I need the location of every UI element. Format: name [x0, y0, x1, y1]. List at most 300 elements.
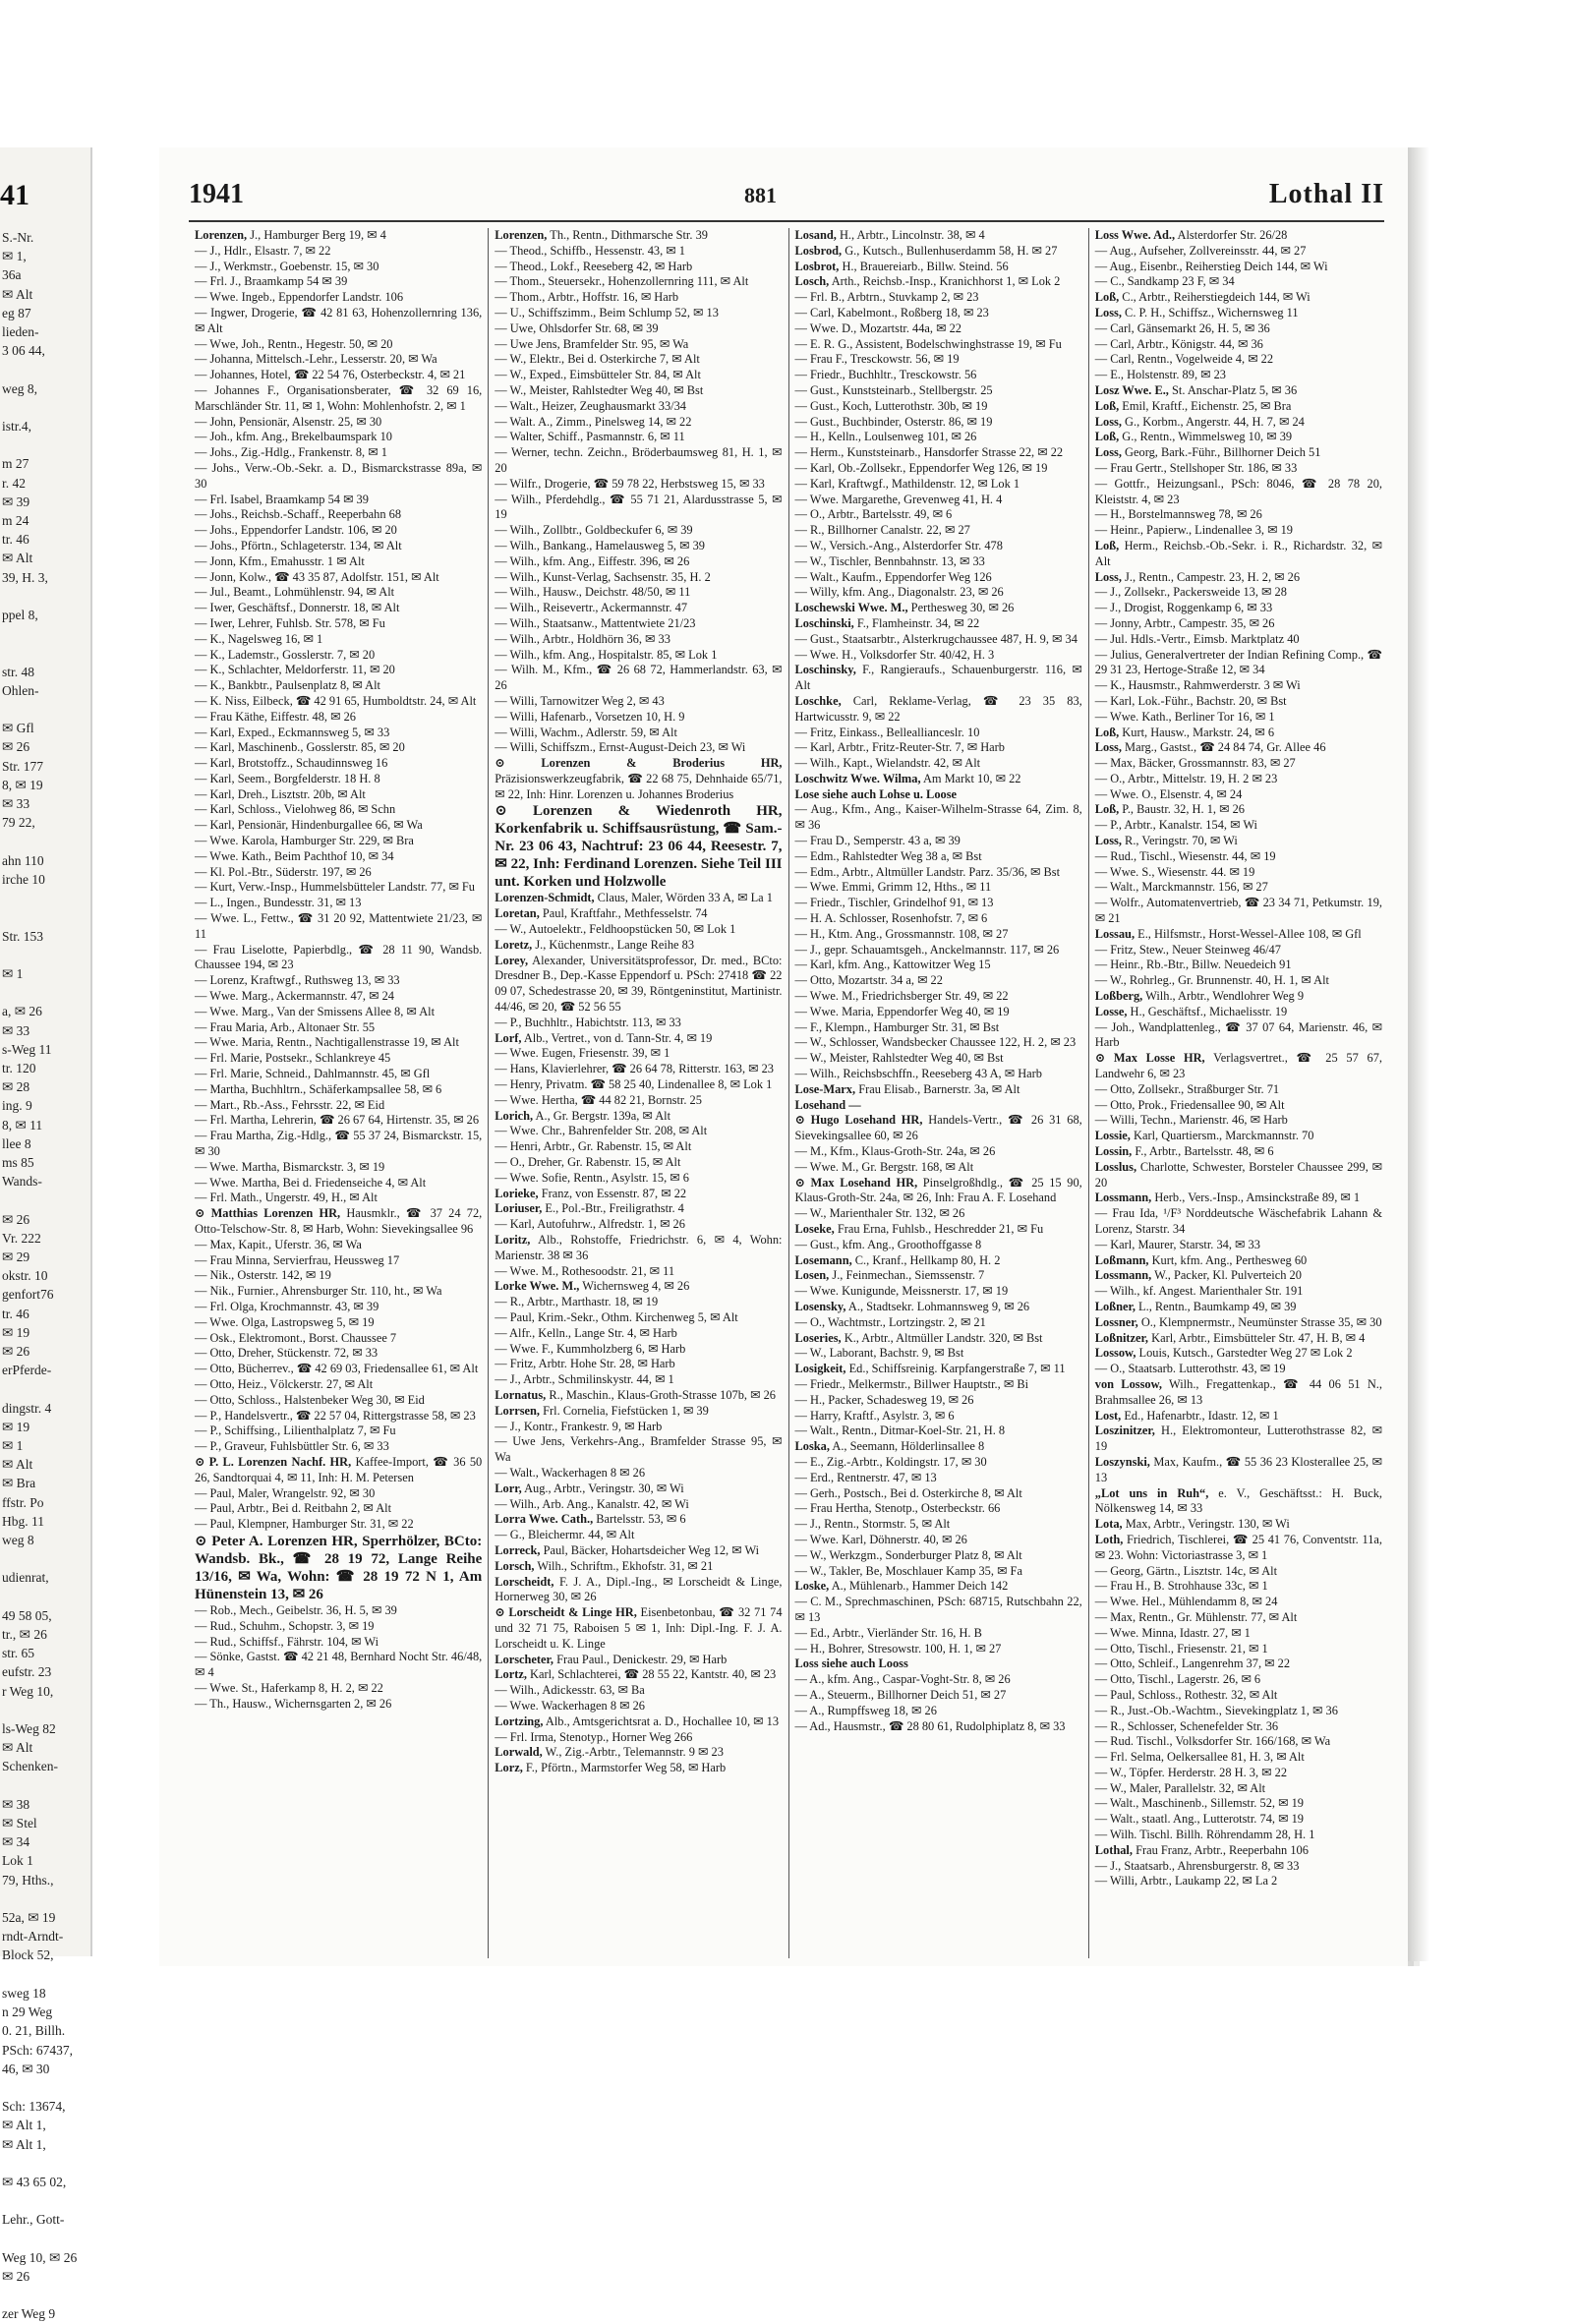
directory-entry: — Wwe. Martha, Bismarckstr. 3, ✉ 19 [195, 1159, 385, 1174]
previous-page-line: genfort76 [2, 1287, 54, 1303]
previous-page-line: dingstr. 4 [2, 1400, 52, 1416]
directory-entry: — Karl, kfm. Ang., Kattowitzer Weg 15 [794, 958, 991, 972]
directory-entry: — H., Packer, Schadesweg 19, ✉ 26 [794, 1392, 974, 1407]
previous-page-header: 41 [0, 179, 29, 211]
directory-entry: — Frau H., B. Strohhause 33c, ✉ 1 [1094, 1579, 1268, 1594]
directory-entry: — Theod., Lokf., Reeseberg 42, ✉ Harb [495, 259, 693, 273]
directory-entry: — Wilh., Kunst-Verlag, Sachsenstr. 35, H. 2 [495, 569, 711, 584]
directory-entry: — O., Arbtr., Mittelstr. 19, H. 2 ✉ 23 [1094, 771, 1278, 785]
directory-entry: Loschinski, F., Flamheinstr. 34, ✉ 22 [794, 615, 980, 630]
page-header [159, 179, 1408, 218]
directory-entry: — Johs., Eppendorfer Landstr. 106, ✉ 20 [195, 523, 397, 538]
directory-entry: Lortz, Karl, Schlachterei, ☎ 28 55 22, Kantstr. 40, ✉ 23 [495, 1667, 777, 1682]
directory-entry: Lorr, Aug., Arbtr., Veringstr. 30, ✉ Wi [495, 1481, 684, 1495]
directory-entry: Loska, A., Seemann, Hölderlinsallee 8 [794, 1439, 985, 1454]
directory-entry: — Wilh., kfm. Ang., Hospitalstr. 85, ✉ Lok 1 [495, 647, 718, 662]
directory-entry: Loßmann, Kurt, kfm. Ang., Perthesweg 60 [1094, 1252, 1308, 1267]
previous-page-line: eg 87 [2, 305, 31, 320]
directory-entry: Lose siehe auch Lohse u. Loose [794, 786, 958, 801]
previous-page-line: r Weg 10, [2, 1683, 54, 1699]
directory-entry: — Otto, Bücherrev., ☎ 42 69 03, Friedensallee 61, ✉ Alt [195, 1362, 479, 1376]
directory-entry: Loszynski, Max, Kaufm., ☎ 55 36 23 Klosterallee 25, ✉ 13 [1094, 1454, 1382, 1484]
directory-entry: — Mart., Rb.-Ass., Fehrsstr. 22, ✉ Eid [195, 1097, 385, 1112]
previous-page-line [2, 700, 88, 719]
previous-page-line: ✉ 26 [2, 739, 30, 755]
directory-entry: — Theod., Schiffb., Hessenstr. 43, ✉ 1 [495, 243, 685, 258]
directory-entry: — E., Zig.-Arbtr., Koldingstr. 17, ✉ 30 [794, 1454, 987, 1469]
directory-entry: — W., Laborant, Bachstr. 9, ✉ Bst [794, 1346, 964, 1361]
directory-entry: — Walt., Heizer, Zeughausmarkt 33/34 [495, 398, 687, 413]
directory-entry: Loss, J., Rentn., Campestr. 23, H. 2, ✉ 26 [1094, 569, 1301, 584]
previous-page-text [2, 228, 88, 2324]
directory-entry: — Karl, Maurer, Starstr. 34, ✉ 33 [1094, 1237, 1260, 1251]
previous-page-line [2, 2154, 88, 2173]
directory-entry: — Alfr., Kelln., Lange Str. 4, ✉ Harb [495, 1325, 677, 1340]
directory-entry: — A., Steuerm., Billhorner Deich 51, ✉ 27 [794, 1687, 1007, 1702]
directory-entry: — Wwe. Martha, Bei d. Friedenseiche 4, ✉ Alt [195, 1175, 427, 1190]
directory-entry: — Karl, Arbtr., Fritz-Reuter-Str. 7, ✉ Harb [794, 740, 1006, 755]
previous-page-line: 49 58 05, [2, 1607, 52, 1623]
directory-entry: — Jul., Beamt., Lohmühlenstr. 94, ✉ Alt [195, 585, 395, 600]
directory-entry: — Frl. Marie, Schneid., Dahlmannstr. 45, ✉ Gfl [195, 1067, 431, 1081]
directory-entry: — Frl. Math., Ungerstr. 49, H., ✉ Alt [195, 1191, 378, 1205]
directory-entry: — Fritz, Einkass., Belleallianceslr. 10 [794, 725, 980, 739]
directory-entry: — L., Ingen., Bundesstr. 31, ✉ 13 [195, 896, 362, 910]
previous-page-line [2, 360, 88, 378]
directory-entry: — Otto, Heiz., Völckerstr. 27, ✉ Alt [195, 1376, 374, 1391]
previous-page-line: ms 85 [2, 1154, 34, 1170]
directory-entry: — Kl. Pol.-Btr., Süderstr. 197, ✉ 26 [195, 864, 372, 879]
previous-page-line: str. 48 [2, 664, 35, 679]
directory-entry: Losemann, C., Kranf., Hellkamp 80, H. 2 [794, 1252, 1001, 1267]
directory-entry: — Walt., Maschinenb., Sillemstr. 52, ✉ 19 [1094, 1796, 1304, 1811]
previous-page-line: ✉ 38 [2, 1796, 30, 1812]
directory-entry: Lost, Ed., Hafenarbtr., Idastr. 12, ✉ 1 [1094, 1408, 1279, 1423]
previous-page-line: ✉ 33 [2, 1022, 30, 1038]
directory-entry: Lorz, F., Pförtn., Marmstorfer Weg 58, ✉ Harb [495, 1761, 727, 1775]
previous-page-line [2, 587, 88, 606]
directory-entry: Loretz, J., Küchenmstr., Lange Reihe 83 [495, 937, 695, 952]
directory-entry: — Heinr., Rb.-Btr., Billw. Neuedeich 91 [1094, 958, 1292, 972]
directory-entry: — H., Bohrer, Stresowstr. 100, H. 1, ✉ 27 [794, 1641, 1002, 1656]
column-4 [1089, 228, 1388, 1958]
directory-entry: — J., Arbtr., Schmilinskystr. 44, ✉ 1 [495, 1372, 674, 1387]
previous-page-line [2, 2286, 88, 2304]
directory-entry: — Wilh., kfm. Ang., Eiffestr. 396, ✉ 26 [495, 553, 690, 568]
directory-entry: ⊙ Hugo Losehand HR, Handels-Vertr., ☎ 26 31 68, Sievekingsallee 60, ✉ 26 [794, 1113, 1082, 1143]
directory-entry: Losbrot, H., Brauereiarb., Billw. Steind. 56 [794, 259, 1009, 273]
previous-page-line: ✉ Stel [2, 1816, 37, 1831]
previous-page-line: Schenken- [2, 1759, 58, 1774]
directory-entry: Loss, Marg., Gastst., ☎ 24 84 74, Gr. Allee 46 [1094, 740, 1326, 755]
directory-entry: — Otto, Tischl., Friesenstr. 21, ✉ 1 [1094, 1641, 1268, 1656]
previous-page-line [2, 833, 88, 851]
previous-page-line: Str. 177 [2, 758, 44, 774]
directory-entry: Loszinitzer, H., Elektromonteur, Lutterothstrasse 82, ✉ 19 [1094, 1423, 1382, 1454]
previous-page-line: lieden- [2, 324, 39, 340]
directory-entry: — Wilh., Adickesstr. 63, ✉ Ba [495, 1683, 645, 1698]
directory-entry: Lossie, Karl, Quartiersm., Marckmannstr. 70 [1094, 1129, 1314, 1143]
previous-page-line: m 27 [2, 456, 29, 472]
directory-entry: — Willi, Hafenarb., Vorsetzen 10, H. 9 [495, 709, 685, 724]
directory-entry: — Wwe. S., Wiesenstr. 44. ✉ 19 [1094, 864, 1255, 879]
previous-page-line [2, 1889, 88, 1908]
directory-entry: Lose-Marx, Frau Elisab., Barnerstr. 3a, ✉ Alt [794, 1081, 1020, 1096]
directory-entry: — Friedr., Tischler, Grindelhof 91, ✉ 13 [794, 896, 994, 910]
directory-entry: — W., Schlosser, Wandsbecker Chaussee 122, H. 2, ✉ 23 [794, 1035, 1077, 1050]
directory-entry: — Ingwer, Drogerie, ☎ 42 81 63, Hohenzollernring 136, ✉ Alt [195, 305, 483, 335]
previous-page-line: tr. 46 [2, 1306, 29, 1321]
entry-columns [189, 228, 1388, 1958]
directory-entry: — Frau Ida, ¹/F³ Norddeutsche Wäschefabrik Lahann & Lorenz, Starstr. 34 [1094, 1206, 1382, 1236]
previous-page-line [2, 398, 88, 417]
directory-entry: — P., Graveur, Fuhlsbüttler Str. 6, ✉ 33 [195, 1439, 389, 1454]
directory-entry: — Friedr., Melkermstr., Billwer Hauptstr., ✉ Bi [794, 1376, 1029, 1391]
directory-entry: — Otto, Tischl., Lagerstr. 26, ✉ 6 [1094, 1672, 1261, 1687]
directory-entry: ⊙ Max Losse HR, Verlagsvertret., ☎ 25 57 67, Landwehr 6, ✉ 23 [1094, 1051, 1382, 1081]
directory-entry: — Willy, kfm. Ang., Diagonalstr. 23, ✉ 26 [794, 585, 1004, 600]
directory-entry: — W., Tischler, Bennbahnstr. 13, ✉ 33 [794, 553, 985, 568]
directory-entry: — Johs., Pförtn., Schlageterstr. 134, ✉ Alt [195, 538, 402, 552]
directory-entry: — Karl, Pensionär, Hindenburgallee 66, ✉ Wa [195, 818, 423, 833]
directory-entry: — Johannes F., Organisationsberater, ☎ 32 69 16, Marschländer Str. 11, ✉ 1, Wohn: Mohlenhofstr. 2, ✉ 1 [195, 382, 483, 413]
directory-entry: — P., Schiffsing., Lilienthalplatz 7, ✉ Fu [195, 1423, 396, 1438]
directory-entry: — Frau Liselotte, Papierbdlg., ☎ 28 11 90, Wandsb. Chaussee 194, ✉ 23 [195, 942, 483, 972]
directory-entry: Losigkeit, Ed., Schiffsreinig. Karpfangerstraße 7, ✉ 11 [794, 1362, 1066, 1376]
directory-entry: „Lot uns in Ruh“, e. V., Geschäftsst.: H. Buck, Nölkensweg 14, ✉ 33 [1094, 1485, 1382, 1516]
directory-entry: Loritz, Alb., Rohstoffe, Friedrichstr. 6, ✉ 4, Wohn: Marienstr. 38 ✉ 36 [495, 1233, 783, 1262]
directory-entry: — Walt., Marckmannstr. 156, ✉ 27 [1094, 880, 1268, 895]
directory-entry: — Karl, Seem., Borgfelderstr. 18 H. 8 [195, 771, 380, 785]
previous-page-line: ✉ 1 [2, 965, 24, 981]
previous-page-line [2, 1588, 88, 1606]
directory-entry: — Wwe. Sofie, Rentn., Asylstr. 15, ✉ 6 [495, 1170, 689, 1185]
previous-page-line: Wands- [2, 1174, 42, 1190]
previous-page-line: r. 42 [2, 475, 27, 491]
directory-entry: — Karl, Ob.-Zollsekr., Eppendorfer Weg 126, ✉ 19 [794, 460, 1048, 475]
directory-entry: — J., Kontr., Frankestr. 9, ✉ Harb [495, 1419, 663, 1433]
directory-entry: Loss, R., Veringstr. 70, ✉ Wi [1094, 834, 1238, 848]
directory-entry: — G., Bleichermr. 44, ✉ Alt [495, 1528, 635, 1542]
directory-entry: — Walter, Schiff., Pasmannstr. 6, ✉ 11 [495, 430, 685, 444]
directory-entry: — Frau Hertha, Stenotp., Osterbeckstr. 66 [794, 1501, 1001, 1516]
directory-entry: — J., Rentn., Stormstr. 5, ✉ Alt [794, 1517, 951, 1532]
directory-entry: — O., Staatsarb. Lutterothstr. 43, ✉ 19 [1094, 1362, 1286, 1376]
directory-entry: — W., Elektr., Bei d. Osterkirche 7, ✉ Alt [495, 352, 700, 367]
directory-entry: Loschke, Carl, Reklame-Verlag, ☎ 23 35 83, Hartwicusstr. 9, ✉ 22 [794, 693, 1082, 724]
previous-page-line: 36a [2, 267, 22, 283]
directory-entry: — Ed., Arbtr., Vierländer Str. 16, H. B [794, 1625, 982, 1640]
column-1 [189, 228, 489, 1958]
directory-entry: — Georg, Gärtn., Lisztstr. 14c, ✉ Alt [1094, 1563, 1278, 1578]
directory-entry: — W., Autoelektr., Feldhoopstücken 50, ✉ Lok 1 [495, 922, 736, 937]
previous-page-line: Str. 153 [2, 928, 44, 944]
directory-entry: Loss, G., Korbm., Angerstr. 44, H. 7, ✉ 24 [1094, 414, 1305, 429]
directory-entry: Loss Wwe. Ad., Alsterdorfer Str. 26/28 [1094, 228, 1288, 242]
directory-entry: — K., Bankbtr., Paulsenplatz 8, ✉ Alt [195, 678, 380, 693]
directory-entry: — M., Kfm., Klaus-Groth-Str. 24a, ✉ 26 [794, 1144, 996, 1159]
directory-entry: Loß, Emil, Kraftf., Eichenstr. 25, ✉ Bra [1094, 398, 1292, 413]
directory-entry: Lorke Wwe. M., Wichernsweg 4, ✉ 26 [495, 1279, 690, 1294]
previous-page-line: ✉ 28 [2, 1079, 30, 1095]
directory-entry: — Wwe. Marg., Van der Smissens Allee 8, ✉ Alt [195, 1004, 436, 1018]
directory-entry: — Wwe. Karl, Döhnerstr. 40, ✉ 26 [794, 1532, 967, 1546]
directory-entry: — Th., Hausw., Wichernsgarten 2, ✉ 26 [195, 1696, 392, 1711]
directory-entry: Lorenzen-Schmidt, Claus, Maler, Wörden 33 A, ✉ La 1 [495, 891, 773, 905]
previous-page-line: Lok 1 [2, 1853, 33, 1869]
previous-page-line: Ohlen- [2, 682, 39, 698]
directory-entry: — Otto, Mozartstr. 34 a, ✉ 22 [794, 973, 943, 988]
previous-page-line: weg 8, [2, 380, 37, 396]
directory-entry: — C. M., Sprechmaschinen, PSch: 68715, Rutschbahn 22, ✉ 13 [794, 1595, 1082, 1624]
directory-entry: Lossmann, W., Packer, Kl. Pulverteich 20 [1094, 1268, 1302, 1283]
previous-page-line: zer Weg 9 [2, 2306, 56, 2322]
directory-entry: — Wwe. Marg., Ackermannstr. 47, ✉ 24 [195, 989, 394, 1004]
directory-entry: — Ad., Hausmstr., ☎ 28 80 61, Rudolphiplatz 8, ✉ 33 [794, 1718, 1066, 1733]
directory-entry: — Paul, Schloss., Rothestr. 32, ✉ Alt [1094, 1687, 1278, 1702]
directory-entry: Loß, Herm., Reichsb.-Ob.-Sekr. i. R., Richardstr. 32, ✉ Alt [1094, 538, 1382, 568]
previous-page-line [2, 983, 88, 1002]
directory-entry: Loßner, L., Rentn., Baumkamp 49, ✉ 39 [1094, 1299, 1297, 1313]
directory-entry: — Henry, Privatm. ☎ 58 25 40, Lindenallee 8, ✉ Lok 1 [495, 1077, 773, 1092]
directory-entry: — Gust., kfm. Ang., Groothoffgasse 8 [794, 1237, 982, 1251]
directory-entry: Loschinsky, F., Rangieraufs., Schauenburgerstr. 116, ✉ Alt [794, 663, 1082, 693]
directory-entry: — Karl, Brotstoffz., Schaudinnsweg 16 [195, 756, 388, 771]
directory-entry: — R., Billhorner Canalstr. 22, ✉ 27 [794, 523, 970, 538]
previous-page-line: s-Weg 11 [2, 1041, 52, 1057]
previous-page-line: ✉ Alt [2, 286, 33, 302]
directory-entry: — Wilh., Hausw., Deichstr. 48/50, ✉ 11 [495, 585, 691, 600]
previous-page-line: ✉ 29 [2, 1249, 30, 1264]
directory-entry: — Frl. Marie, Postsekr., Schlankreye 45 [195, 1051, 391, 1066]
directory-entry: Loss siehe auch Looss [794, 1656, 908, 1671]
directory-entry: — Uwe, Ohlsdorfer Str. 68, ✉ 39 [495, 320, 659, 335]
directory-entry: — Walt., Wackerhagen 8 ✉ 26 [495, 1465, 646, 1480]
previous-page-line: 39, H. 3, [2, 569, 48, 585]
previous-page-line: Hbg. 11 [2, 1513, 44, 1529]
directory-entry: — A., kfm. Ang., Caspar-Voght-Str. 8, ✉ 26 [794, 1672, 1011, 1687]
directory-entry: — Max, Kapit., Uferstr. 36, ✉ Wa [195, 1237, 362, 1251]
directory-entry: Loske, A., Mühlenarb., Hammer Deich 142 [794, 1579, 1009, 1594]
directory-entry: Lorenzen, Th., Rentn., Dithmarsche Str. 39 [495, 228, 708, 242]
directory-entry: — J., Werkmstr., Goebenstr. 15, ✉ 30 [195, 259, 379, 273]
previous-page-line: 8, ✉ 19 [2, 777, 43, 792]
directory-entry: — Frau Gertr., Stellshoper Str. 186, ✉ 33 [1094, 460, 1298, 475]
previous-page-line [2, 2078, 88, 2097]
directory-entry: — Frau Käthe, Eiffestr. 48, ✉ 26 [195, 709, 356, 724]
directory-entry: — Fritz, Arbtr. Hohe Str. 28, ✉ Harb [495, 1357, 675, 1371]
directory-entry: — Willi, Techn., Marienstr. 46, ✉ Harb [1094, 1113, 1288, 1128]
directory-entry: Lorf, Alb., Vertret., von d. Tann-Str. 4, ✉ 19 [495, 1030, 713, 1045]
directory-entry: — Willi, Arbtr., Laukamp 22, ✉ La 2 [1094, 1874, 1278, 1888]
directory-entry: — Karl, Dreh., Lisztstr. 20b, ✉ Alt [195, 786, 366, 801]
directory-entry: — Joh., Wandplattenleg., ☎ 37 07 64, Marienstr. 46, ✉ Harb [1094, 1019, 1382, 1050]
directory-entry: — Paul, Arbtr., Bei d. Reitbahn 2, ✉ Alt [195, 1501, 392, 1516]
directory-entry: — E., Holstenstr. 89, ✉ 23 [1094, 368, 1227, 382]
previous-page-line: 8, ✉ 11 [2, 1117, 43, 1133]
directory-entry: — Willi, Schiffszm., Ernst-August-Deich 23, ✉ Wi [495, 740, 746, 755]
directory-entry: Losehand — [794, 1097, 861, 1112]
previous-page-line: n 29 Weg [2, 2004, 53, 2020]
directory-entry: — Thom., Steuersekr., Hohenzollernring 111, ✉ Alt [495, 274, 749, 289]
previous-page-line [2, 907, 88, 926]
previous-page-line: 3 06 44, [2, 343, 45, 359]
directory-entry: — Walt., Kaufm., Eppendorfer Weg 126 [794, 569, 992, 584]
directory-entry: — Karl, Lok.-Führ., Bachstr. 20, ✉ Bst [1094, 693, 1287, 708]
previous-page-line: tr., ✉ 26 [2, 1627, 47, 1643]
directory-entry: — F., Klempn., Hamburger Str. 31, ✉ Bst [794, 1019, 1000, 1034]
previous-page-line [2, 1549, 88, 1568]
directory-entry: Lothal, Frau Franz, Arbtr., Reeperbahn 106 [1094, 1842, 1309, 1857]
directory-entry: Lorrsen, Frl. Cornelia, Fiefstücken 1, ✉ 39 [495, 1403, 709, 1418]
directory-entry: — Frl. J., Braamkamp 54 ✉ 39 [195, 274, 348, 289]
previous-page-line: PSch: 67437, [2, 2042, 74, 2058]
directory-entry: — Heinr., Papierw., Lindenallee 3, ✉ 19 [1094, 523, 1293, 538]
previous-page-line: Sch: 13674, [2, 2099, 66, 2115]
previous-page-line: weg 8 [2, 1533, 34, 1548]
directory-entry: — Rud., Tischl., Wiesenstr. 44, ✉ 19 [1094, 848, 1276, 863]
previous-page-line [2, 1701, 88, 1719]
directory-entry: — Joh., kfm. Ang., Brekelbaumspark 10 [195, 430, 392, 444]
directory-entry: Loretan, Paul, Kraftfahr., Methfesselstr. 74 [495, 906, 708, 921]
directory-entry: — Willi, Wachm., Adlerstr. 59, ✉ Alt [495, 725, 677, 739]
directory-entry: — Frau Martha, Zig.-Hdlg., ☎ 55 37 24, Bismarckstr. 15, ✉ 30 [195, 1129, 483, 1159]
directory-entry: — U., Schiffszimm., Beim Schlump 52, ✉ 13 [495, 305, 719, 320]
previous-page-line: sweg 18 [2, 1985, 46, 2001]
directory-entry: — Wwe. St., Haferkamp 8, H. 2, ✉ 22 [195, 1680, 383, 1695]
directory-entry: ⊙ Peter A. Lorenzen HR, Sperrhölzer, BCto: Wandsb. Bk., ☎ 28 19 72, Lange Reihe 13/16, ✉ Wa, Wohn: ☎ 28 19 72 N 1, Am Hünenstein 13, ✉ 26 [195, 1533, 483, 1602]
directory-entry: — Walt. A., Zimm., Pinelsweg 14, ✉ 22 [495, 414, 692, 429]
directory-entry: — Wwe. Olga, Lastropsweg 5, ✉ 19 [195, 1314, 375, 1329]
directory-entry: — Nik., Osterstr. 142, ✉ 19 [195, 1268, 331, 1283]
previous-page-line: ffstr. Po [2, 1494, 44, 1510]
directory-entry: — Rud., Schuhm., Schopstr. 3, ✉ 19 [195, 1618, 375, 1633]
directory-page [159, 147, 1408, 1966]
directory-entry: Loßnitzer, Karl, Arbtr., Eimsbütteler Str. 47, H. B, ✉ 4 [1094, 1330, 1366, 1345]
directory-entry: Lorieke, Franz, von Essenstr. 87, ✉ 22 [495, 1186, 687, 1200]
directory-entry: — Aug., Eisenbr., Reiherstieg Deich 144, ✉ Wi [1094, 259, 1328, 273]
directory-entry: — Wilh., Reichsbschffn., Reeseberg 43 A, ✉ Harb [794, 1067, 1042, 1081]
header-name-range: Lothal II [1268, 179, 1384, 209]
directory-entry: — Werner, techn. Zeichn., Bröderbaumsweg 81, H. 1, ✉ 20 [495, 445, 783, 475]
previous-page-line [2, 1776, 88, 1795]
directory-entry: Lossner, O., Klempnermstr., Neumünster Strasse 35, ✉ 30 [1094, 1314, 1382, 1329]
directory-entry: — Gottfr., Heizungsanl., PSch: 8046, ☎ 28 78 20, Kleiststr. 4, ✉ 23 [1094, 476, 1382, 506]
directory-entry: Lossmann, Herb., Vers.-Insp., Amsinckstraße 89, ✉ 1 [1094, 1191, 1361, 1205]
directory-entry: — J., Hdlr., Elsastr. 7, ✉ 22 [195, 243, 331, 258]
directory-entry: Losslus, Charlotte, Schwester, Borsteler Chaussee 299, ✉ 20 [1094, 1159, 1382, 1190]
previous-page-line: llee 8 [2, 1135, 31, 1151]
previous-page-line: ✉ 19 [2, 1324, 30, 1340]
directory-entry: — Wwe. Kunigunde, Meissnerstr. 17, ✉ 19 [794, 1284, 1009, 1299]
directory-entry: — Wwe. Margarethe, Grevenweg 41, H. 4 [794, 492, 1003, 506]
directory-entry: — O., Dreher, Gr. Rabenstr. 15, ✉ Alt [495, 1155, 681, 1170]
directory-entry: — W., Töpfer. Herderstr. 28 H. 3, ✉ 22 [1094, 1765, 1288, 1779]
directory-entry: Loß, G., Rentn., Wimmelsweg 10, ✉ 39 [1094, 430, 1293, 444]
directory-entry: Loschwitz Wwe. Wilma, Am Markt 10, ✉ 22 [794, 771, 1021, 785]
directory-entry: — Otto, Dreher, Stückenstr. 72, ✉ 33 [195, 1346, 379, 1361]
directory-entry: — Henri, Arbtr., Gr. Rabenstr. 15, ✉ Alt [495, 1139, 692, 1154]
directory-entry: — W., Maler, Parallelstr. 32, ✉ Alt [1094, 1780, 1266, 1795]
directory-entry: — Jonn, Kfm., Emahusstr. 1 ✉ Alt [195, 553, 365, 568]
directory-entry: Lortzing, Alb., Amtsgerichtsrat a. D., Hochallee 10, ✉ 13 [495, 1714, 780, 1728]
directory-entry: — W., Versich.-Ang., Alsterdorfer Str. 478 [794, 538, 1003, 552]
directory-entry: — W., Werkzgm., Sonderburger Platz 8, ✉ Alt [794, 1547, 1022, 1562]
directory-entry: — Wwe. Chr., Bahrenfelder Str. 208, ✉ Alt [495, 1124, 708, 1138]
previous-page-line: tr. 120 [2, 1060, 36, 1075]
directory-entry: ⊙ Lorscheidt & Linge HR, Eisenbetonbau, ☎ 32 71 74 und 32 71 75, Raboisen 5 ✉ 1, Inh: Dipl.-Ing. F. J. A. Lorscheidt u. K. Linge [495, 1605, 783, 1651]
directory-entry: — Carl, Kabelmont., Roßberg 18, ✉ 23 [794, 305, 989, 320]
directory-entry: — Johannes, Hotel, ☎ 22 54 76, Osterbeckstr. 4, ✉ 21 [195, 368, 466, 382]
previous-page-line: 79, Hths., [2, 1872, 54, 1888]
directory-entry: — Frau D., Semperstr. 43 a, ✉ 39 [794, 834, 961, 848]
previous-page-line: 0. 21, Billh. [2, 2023, 66, 2039]
directory-entry: — R., Schlosser, Schenefelder Str. 36 [1094, 1718, 1279, 1733]
directory-entry: Lorreck, Paul, Bäcker, Hohartsdeicher Weg 12, ✉ Wi [495, 1542, 760, 1557]
directory-entry: — R., Just.-Ob.-Wachtm., Sievekingplatz 1, ✉ 36 [1094, 1703, 1338, 1717]
previous-page-line: ✉ Gfl [2, 721, 34, 736]
previous-page-line: Vr. 222 [2, 1230, 41, 1246]
directory-entry: — C., Sandkamp 23 F, ✉ 34 [1094, 274, 1235, 289]
directory-entry: — H., Borstelmannsweg 78, ✉ 26 [1094, 507, 1262, 522]
previous-page-line: ✉ Alt [2, 551, 33, 566]
directory-entry: — Karl, Autofuhrw., Alfredstr. 1, ✉ 26 [495, 1217, 685, 1232]
directory-entry: — J., Drogist, Roggenkamp 6, ✉ 33 [1094, 601, 1273, 615]
directory-entry: — Wilh. M., Kfm., ☎ 26 68 72, Hammerlandstr. 63, ✉ 26 [495, 663, 783, 693]
directory-entry: Lorsch, Wilh., Schriftm., Ekhofstr. 31, ✉ 21 [495, 1558, 714, 1573]
directory-entry: — K., Nagelsweg 16, ✉ 1 [195, 631, 323, 646]
directory-entry: — W., Meister, Rahlstedter Weg 40, ✉ Bst [794, 1051, 1004, 1066]
directory-entry: — O., Wachtmstr., Lortzingstr. 2, ✉ 21 [794, 1314, 986, 1329]
directory-entry: — Gust., Kunststeinarb., Stellbergstr. 25 [794, 382, 993, 397]
directory-entry: — Frl. Olga, Krochmannstr. 43, ✉ 39 [195, 1299, 379, 1313]
previous-page-line: 79 22, [2, 815, 35, 831]
directory-entry: — Gust., Staatsarbtr., Alsterkrugchaussee 487, H. 9, ✉ 34 [794, 631, 1078, 646]
directory-entry: — Wwe. O., Elsenstr. 4, ✉ 24 [1094, 786, 1243, 801]
previous-page-line: ✉ Bra [2, 1476, 36, 1491]
directory-entry: — Paul, Maler, Wrangelstr. 92, ✉ 30 [195, 1485, 376, 1500]
directory-entry: — J., Zollsekr., Packersweide 13, ✉ 28 [1094, 585, 1287, 600]
directory-entry: Lossow, Louis, Kutsch., Garstedter Weg 27 ✉ Lok 2 [1094, 1346, 1353, 1361]
previous-page-line: ✉ Alt 1, [2, 2136, 46, 2152]
directory-entry: Lota, Max, Arbtr., Veringstr. 130, ✉ Wi [1094, 1517, 1290, 1532]
directory-entry: — Wwe. Maria, Eppendorfer Weg 40, ✉ 19 [794, 1004, 1010, 1018]
directory-entry: Loss, Georg, Bark.-Führ., Billhorner Deich 51 [1094, 445, 1321, 460]
directory-entry: — Gust., Buchbinder, Osterstr. 86, ✉ 19 [794, 414, 993, 429]
directory-entry: — Frau F., Tresckowstr. 56, ✉ 19 [794, 352, 960, 367]
directory-entry: — Wwe. Maria, Rentn., Nachtigallenstrasse 19, ✉ Alt [195, 1035, 459, 1050]
previous-page-line: ✉ 19 [2, 1419, 30, 1434]
directory-entry: — K., Lademstr., Gosslerstr. 7, ✉ 20 [195, 647, 376, 662]
previous-page-line [2, 436, 88, 454]
directory-entry: — Frl. Selma, Oelkersallee 81, H. 3, ✉ Alt [1094, 1750, 1305, 1765]
directory-entry: — Wwe. M., Gr. Bergstr. 168, ✉ Alt [794, 1159, 974, 1174]
previous-page-line: irche 10 [2, 871, 45, 887]
directory-entry: — Rud. Tischl., Volksdorfer Str. 166/168, ✉ Wa [1094, 1734, 1331, 1749]
directory-entry: — Rud., Schiffsf., Fährstr. 104, ✉ Wi [195, 1634, 379, 1649]
directory-entry: — Frl. B., Arbtrn., Stuvkamp 2, ✉ 23 [794, 290, 979, 305]
directory-entry: — Sönke, Gastst. ☎ 42 21 48, Bernhard Nocht Str. 46/48, ✉ 4 [195, 1650, 483, 1680]
directory-entry: — Carl, Gänsemarkt 26, H. 5, ✉ 36 [1094, 320, 1270, 335]
directory-entry: — Wwe. Emmi, Grimm 12, Hths., ✉ 11 [794, 880, 992, 895]
directory-entry: — Wwe. L., Fettw., ☎ 31 20 92, Mattentwiete 21/23, ✉ 11 [195, 911, 483, 941]
directory-entry: — Aug., Aufseher, Zollvereinsstr. 44, ✉ 27 [1094, 243, 1307, 258]
previous-page-line: ing. 9 [2, 1098, 32, 1114]
directory-entry: — Edm., Rahlstedter Weg 38 a, ✉ Bst [794, 848, 982, 863]
directory-entry: — Herm., Kunststeinarb., Hansdorfer Strasse 22, ✉ 22 [794, 445, 1064, 460]
directory-entry: Losz Wwe. E., St. Anschar-Platz 5, ✉ 36 [1094, 382, 1298, 397]
directory-entry: Loss, C. P. H., Schiffsz., Wichernsweg 11 [1094, 305, 1299, 320]
